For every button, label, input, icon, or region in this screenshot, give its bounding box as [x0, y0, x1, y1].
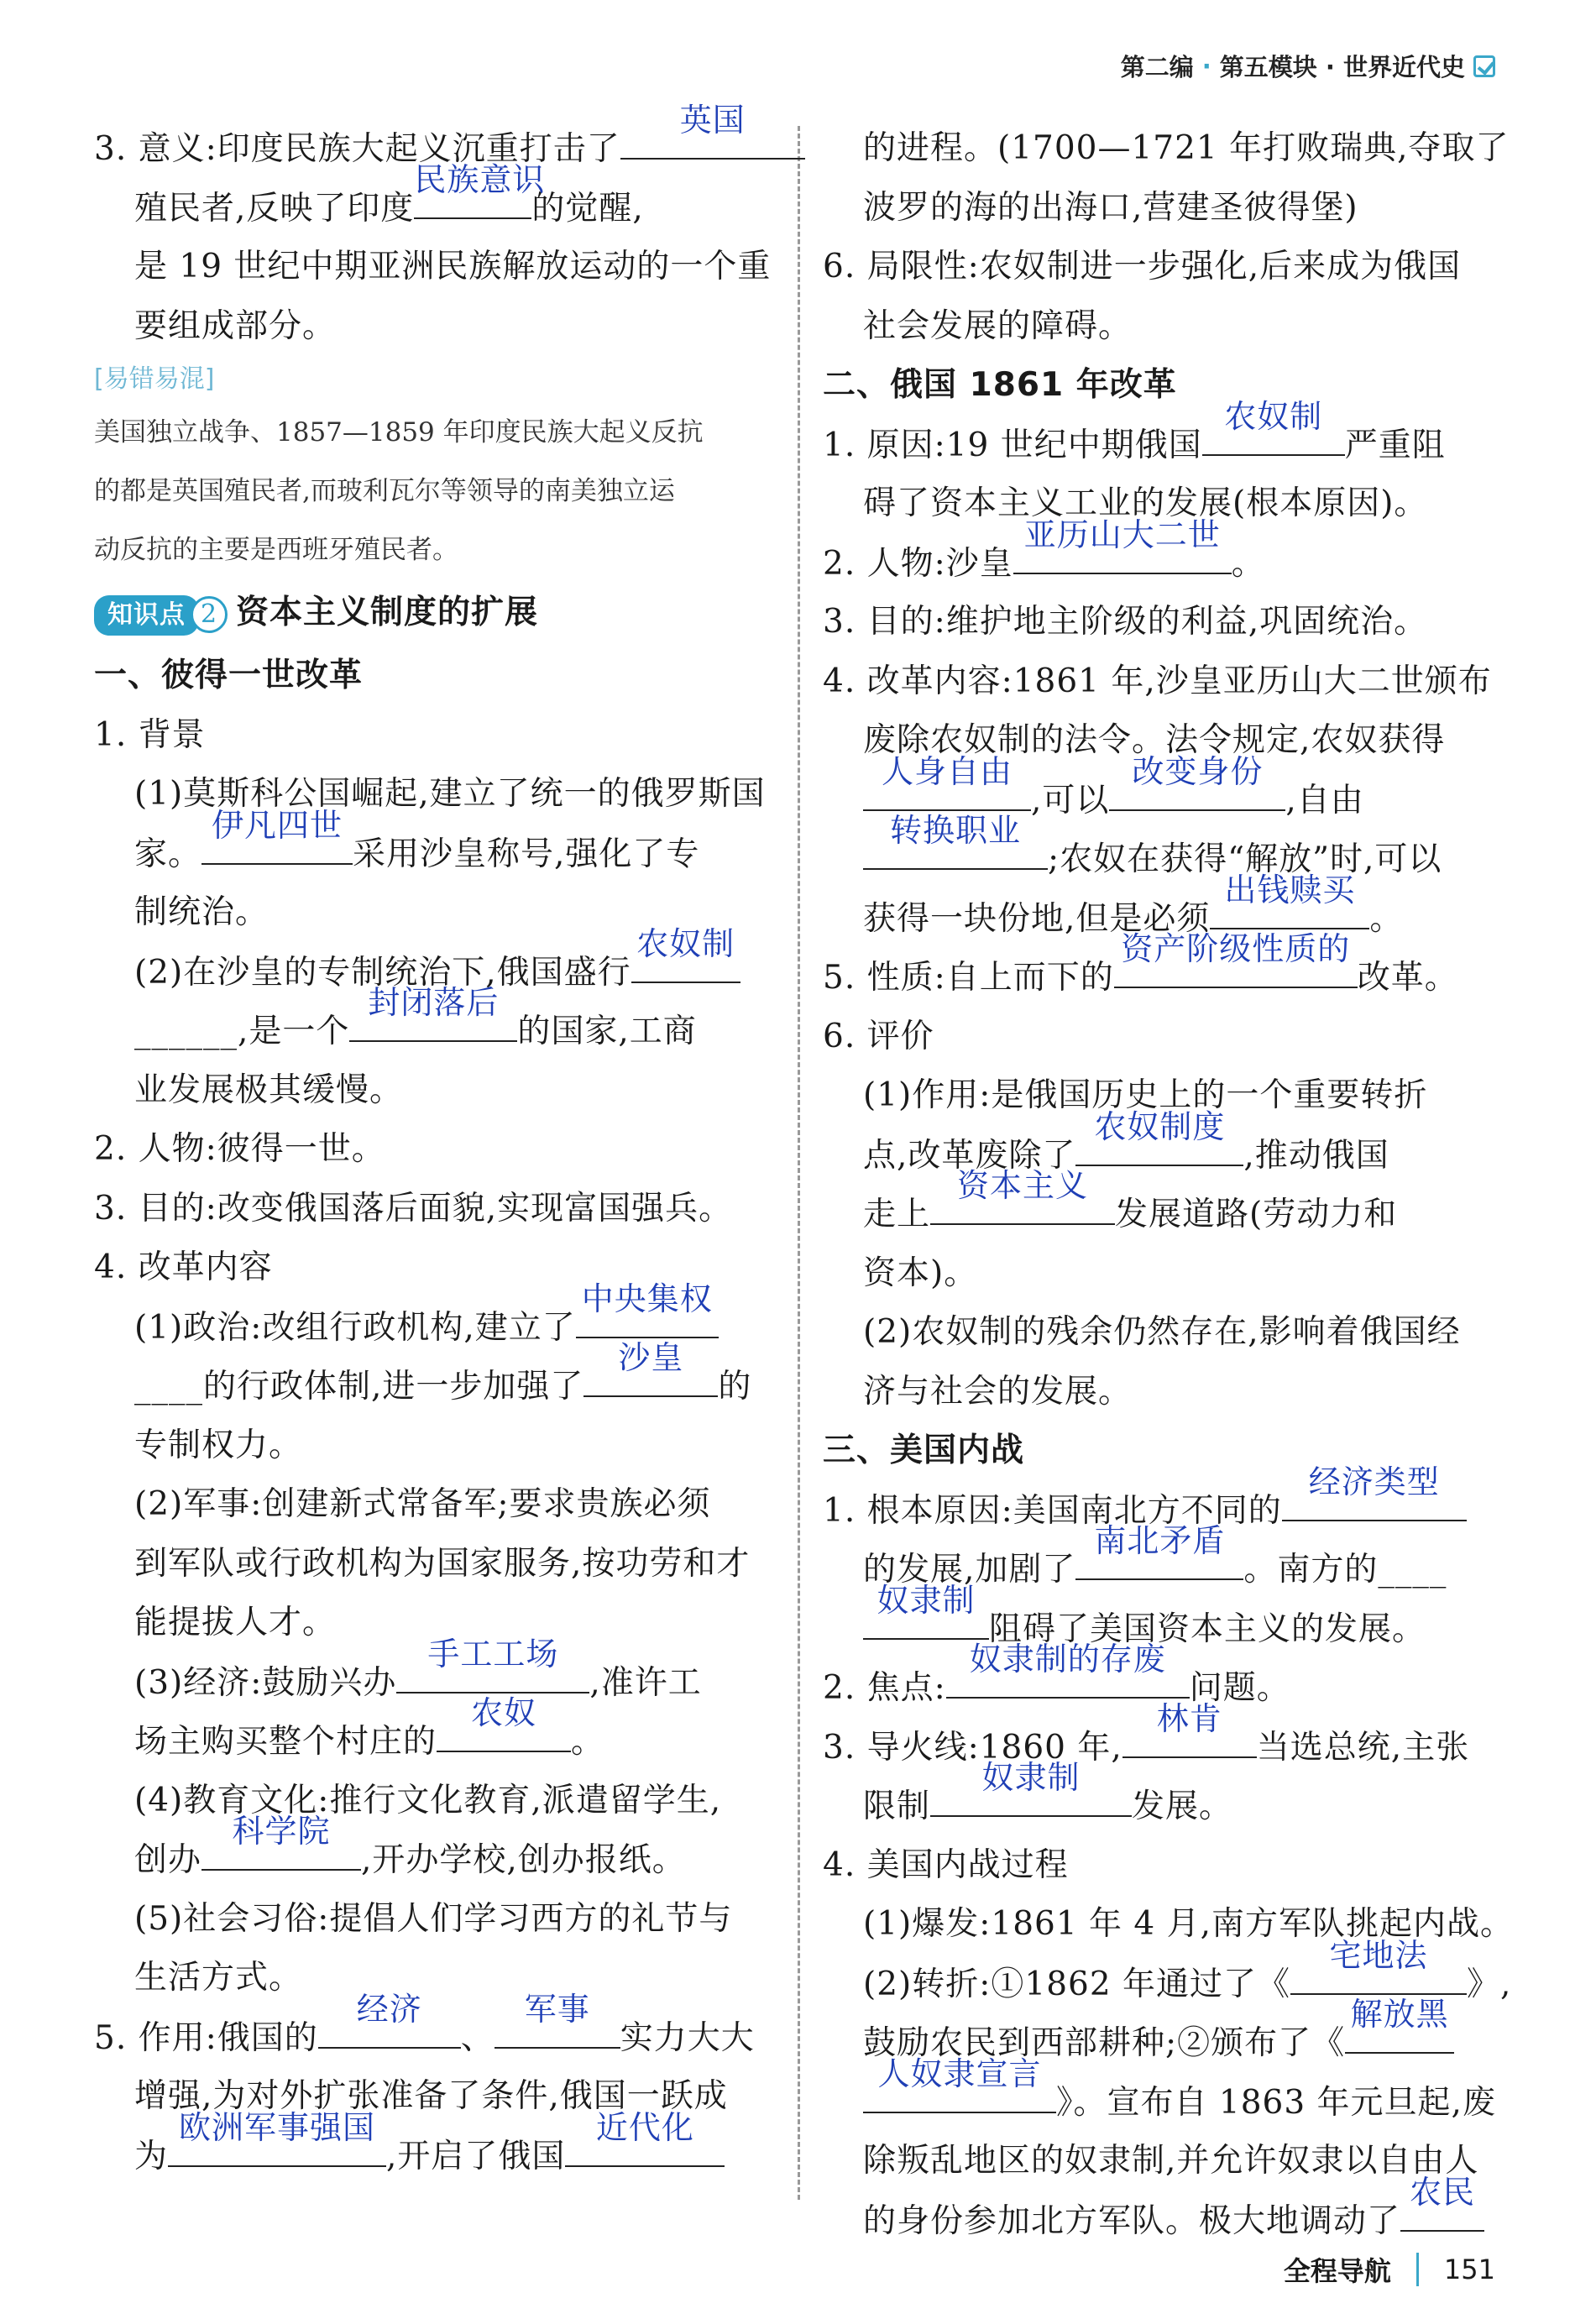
note-line: 美国独立战争、1857—1859 年印度民族大起义反抗	[94, 417, 704, 448]
header-part: 第二编	[1120, 53, 1194, 81]
text-line: ______,是一个 封闭落后 的国家,工商	[134, 984, 697, 1050]
text-line: (1)政治:改组行政机构,建立了 中央集权	[94, 1298, 766, 1358]
text-line: 4. 美国内战过程	[823, 1845, 1069, 1884]
text-line: 3. 目的:改变俄国落后面貌,实现富国强兵。	[94, 1189, 733, 1228]
answer-blank: 农奴制度	[1075, 1126, 1243, 1166]
text-line: (2)军事:创建新式常备军;要求贵族必须	[134, 1485, 711, 1523]
text-line: 4. 改革内容	[94, 1248, 273, 1286]
page-header	[1121, 49, 1495, 83]
text-line: 的进程。(1700—1721 年打败瑞典,夺取了	[863, 129, 1510, 167]
text-line: ____的行政体制,进一步加强了 沙皇 的	[134, 1339, 752, 1406]
text-line: 资本)。	[863, 1254, 978, 1292]
text-line: 奴隶制 阻碍了美国资本主义的发展。	[823, 1599, 1494, 1659]
text-line: 3. 意义:印度民族大起义沉重打击了 英国	[94, 119, 766, 179]
answer-blank: 英国	[620, 119, 805, 160]
text-line: 制统治。	[134, 893, 269, 931]
column-divider	[798, 126, 800, 2200]
answer-blank: 奴隶制	[863, 1599, 989, 1640]
page-footer	[1284, 2250, 1495, 2289]
text-line: 2. 人物:沙皇 亚历山大二世 。	[823, 516, 1265, 583]
answer-blank: 中央集权	[576, 1298, 719, 1338]
text-line: 生活方式。	[134, 1959, 303, 1997]
section-heading: 三、美国内战	[823, 1432, 1025, 1469]
text-line: 人奴隶宣言 》。宣布自 1863 年元旦起,废	[823, 2073, 1494, 2133]
answer-blank: 资本主义	[930, 1185, 1115, 1225]
answer-blank: 经济类型	[1282, 1481, 1467, 1521]
kp-number: 2	[191, 596, 228, 633]
text-line: 创办 科学院 ,开办学校,创办报纸。	[134, 1813, 686, 1879]
answer-blank: 经济	[318, 2008, 461, 2049]
check-icon	[1473, 55, 1495, 77]
answer-blank: 科学院	[201, 1830, 361, 1871]
knowledge-point-heading	[94, 579, 766, 646]
answer-blank: 改变身份	[1109, 771, 1285, 811]
page-number: 151	[1443, 2254, 1495, 2285]
text-line: 碍了资本主义工业的发展(根本原因)。	[863, 484, 1428, 522]
text-line: 点,改革废除了 农奴制度 ,推动俄国	[863, 1107, 1389, 1175]
footer-label: 全程导航	[1283, 2255, 1391, 2287]
answer-blank: 农奴	[437, 1712, 571, 1752]
text-line: 家。 伊凡四世 采用沙皇称号,强化了专	[134, 806, 700, 873]
text-line: 3. 导火线:1860 年, 林肯 当选总统,主张	[823, 1699, 1470, 1767]
answer-blank: 欧洲军事强国	[168, 2127, 386, 2167]
answer-blank: 人身自由	[863, 771, 1031, 811]
text-line: 要组成部分。	[134, 306, 337, 345]
text-line: 1. 原因:19 世纪中期俄国 农奴制 严重阻	[823, 397, 1446, 464]
text-line: 3. 目的:维护地主阶级的利益,巩固统治。	[823, 603, 1428, 641]
text-line: 场主购买整个村庄的 农奴 。	[134, 1694, 605, 1761]
text-line: (1)作用:是俄国历史上的一个重要转折	[863, 1076, 1428, 1114]
answer-blank: 南北矛盾	[1075, 1540, 1243, 1580]
answer-blank: 手工工场	[396, 1653, 589, 1693]
text-line: 社会发展的障碍。	[863, 306, 1133, 345]
text-line: 走上 资本主义 发展道路(劳动力和	[863, 1167, 1398, 1233]
answer-blank: 转换职业	[863, 830, 1048, 870]
text-line: 5. 性质:自上而下的 资产阶级性质的 改革。	[823, 930, 1458, 997]
text-line: 2. 人物:彼得一世。	[94, 1130, 385, 1168]
text-line: 4. 改革内容:1861 年,沙皇亚历山大二世颁布	[823, 662, 1492, 700]
text-line: 鼓励农民到西部耕种;②颁布了《 解放黑	[823, 2013, 1494, 2073]
text-line: 6. 评价	[823, 1017, 934, 1055]
answer-blank: 农奴制	[631, 943, 740, 983]
text-line: 限制 奴隶制 发展。	[863, 1759, 1233, 1825]
text-line: 能提拔人才。	[134, 1604, 337, 1641]
note-line: 的都是英国殖民者,而玻利瓦尔等领导的南美独立运	[94, 476, 675, 506]
right-column	[823, 119, 1515, 2250]
answer-blank: 民族意识	[414, 179, 531, 219]
header-dot: ·	[1201, 51, 1211, 81]
note-tag: [易错易混]	[94, 364, 215, 394]
text-line: (2)农奴制的残余仍然存在,影响着俄国经	[863, 1313, 1461, 1351]
text-line: 除叛乱地区的奴隶制,并允许奴隶以自由人	[863, 2142, 1479, 2180]
text-line: 5. 作用:俄国的 经济 、 军事 实力大大	[94, 1990, 755, 2057]
text-line: 波罗的海的出海口,营建圣彼得堡)	[863, 188, 1358, 227]
answer-blank: 林肯	[1122, 1718, 1257, 1758]
kp-badge: 知识点	[94, 595, 199, 636]
answer-blank: 近代化	[565, 2127, 725, 2167]
text-line: 获得一块份地,但是必须 出钱赎买 。	[863, 871, 1404, 938]
answer-blank: 封闭落后	[349, 1002, 517, 1042]
kp-title: 资本主义制度的扩展	[236, 594, 539, 631]
text-line: 的身份参加北方军队。极大地调动了 农民	[823, 2191, 1494, 2251]
text-line: (5)社会习俗:提倡人们学习西方的礼节与	[134, 1899, 733, 1938]
text-line: (1)爆发:1861 年 4 月,南方军队挑起内战。	[863, 1905, 1515, 1943]
text-line: 为 欧洲军事强国 ,开启了俄国 近代化	[94, 2127, 766, 2186]
text-line: 是 19 世纪中期亚洲民族解放运动的一个重	[134, 248, 772, 285]
text-line: 殖民者,反映了印度 民族意识 的觉醒,	[134, 160, 644, 228]
left-column	[94, 102, 772, 2186]
answer-blank: 农奴制	[1202, 416, 1345, 456]
answer-blank: 沙皇	[583, 1357, 718, 1397]
text-line: 人身自由 ,可以 改变身份 ,自由	[823, 771, 1494, 830]
answer-blank: 资产阶级性质的	[1114, 948, 1358, 988]
text-line: (2)在沙皇的专制统治下,俄国盛行 农奴制	[94, 943, 766, 1002]
section-heading: 二、俄国 1861 年改革	[823, 366, 1177, 404]
answer-blank: 农民	[1400, 2191, 1484, 2232]
text-line: 到军队或行政机构为国家服务,按功劳和才	[134, 1544, 751, 1583]
answer-blank: 人奴隶宣言	[863, 2073, 1056, 2113]
note-line: 动反抗的主要是西班牙殖民者。	[94, 535, 458, 565]
header-module: 第五模块 · 世界近代史	[1219, 53, 1465, 81]
text-line: 转换职业 ;农奴在获得“解放”时,可以	[823, 830, 1494, 889]
text-line: 业发展极其缓慢。	[134, 1071, 404, 1109]
text-line: 1. 背景	[94, 715, 206, 754]
answer-blank: 军事	[494, 2008, 620, 2049]
answer-blank: 出钱赎买	[1210, 889, 1369, 929]
text-line: (4)教育文化:推行文化教育,派遣留学生,	[134, 1781, 722, 1819]
text-line: (3)经济:鼓励兴办 手工工场 ,准许工	[134, 1635, 702, 1702]
text-line: (1)莫斯科公国崛起,建立了统一的俄罗斯国	[134, 775, 766, 813]
answer-blank: 奴隶制的存废	[946, 1658, 1190, 1699]
text-line: 废除农奴制的法令。法令规定,农奴获得	[863, 721, 1446, 759]
text-line: 6. 局限性:农奴制进一步强化,后来成为俄国	[823, 248, 1462, 285]
text-line: (2)转折:①1862 年通过了《 宅地法 》,	[863, 1936, 1512, 2003]
footer-divider	[1416, 2253, 1419, 2286]
answer-blank: 宅地法	[1290, 1955, 1467, 1995]
text-line: 2. 焦点: 奴隶制的存废 问题。	[823, 1641, 1290, 1707]
text-line: 济与社会的发展。	[863, 1372, 1133, 1411]
answer-blank: 解放黑	[1345, 2013, 1454, 2054]
answer-blank: 亚历山大二世	[1013, 534, 1232, 574]
answer-blank: 伊凡四世	[201, 824, 353, 865]
text-line: 1. 根本原因:美国南北方不同的 经济类型	[823, 1481, 1494, 1541]
text-line: 的发展,加剧了 南北矛盾 。南方的____	[863, 1522, 1447, 1589]
section-heading: 一、彼得一世改革	[94, 657, 364, 694]
answer-blank: 奴隶制	[930, 1777, 1132, 1817]
text-line: 专制权力。	[134, 1426, 303, 1464]
text-line: 增强,为对外扩张准备了条件,俄国一跃成	[134, 2077, 728, 2115]
